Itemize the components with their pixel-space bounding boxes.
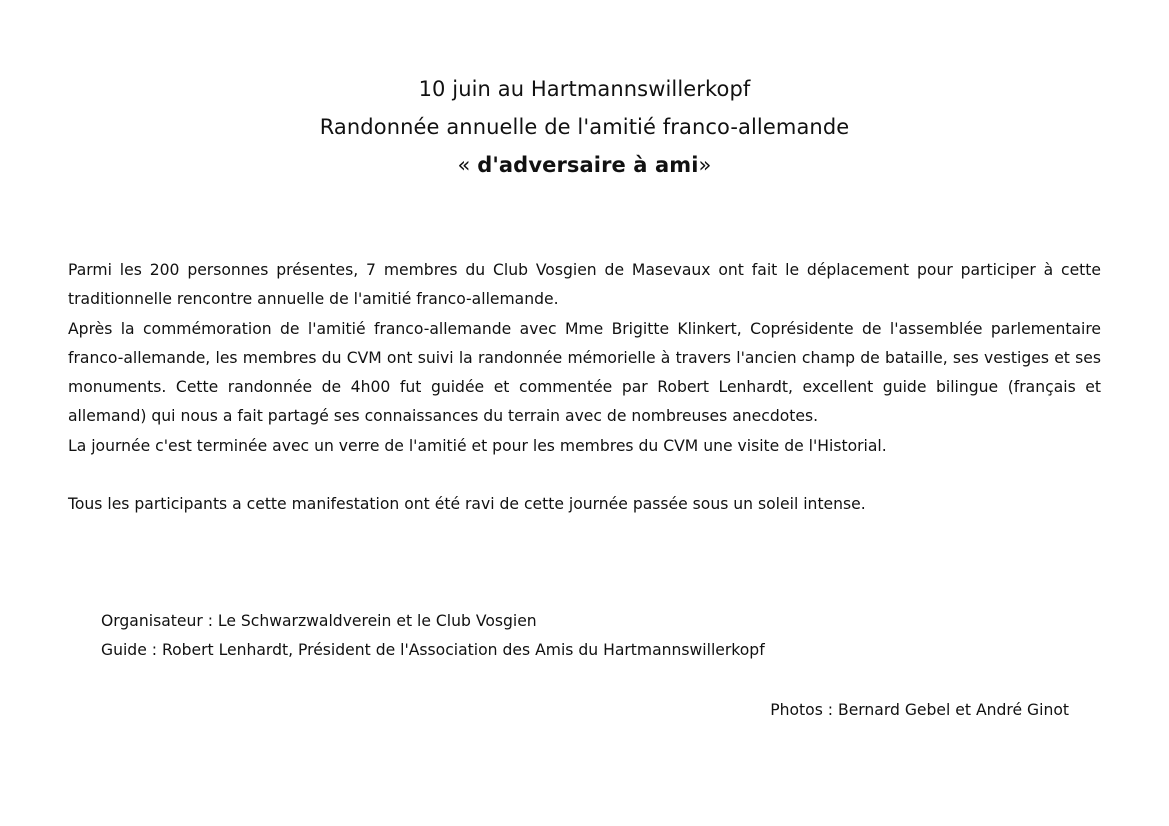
- motto-text: d'adversaire à ami: [477, 153, 699, 177]
- guide-credit: Guide : Robert Lenhardt, Président de l'Association des Amis du Hartmannswillerkopf: [101, 641, 765, 660]
- paragraph-participants: Parmi les 200 personnes présentes, 7 membres du Club Vosgien de Masevaux ont fait le déplacement pour participer à cette traditionnelle rencontre annuelle de l'amitié franco-allemande.: [68, 261, 1101, 309]
- credits-block: [101, 607, 765, 666]
- title-date-location: 10 juin au Hartmannswillerkopf: [418, 77, 751, 101]
- organizer-credit: Organisateur : Le Schwarzwaldverein et le Club Vosgien: [101, 612, 537, 630]
- title-event: Randonnée annuelle de l'amitié franco-allemande: [319, 115, 850, 139]
- paragraph-participants-satisfaction: Tous les participants a cette manifestation ont été ravi de cette journée passée sous un soleil intense.: [68, 495, 866, 514]
- paragraph-spacer: [68, 461, 1101, 490]
- title-block: [0, 70, 1169, 184]
- paragraph-conclusion: La journée c'est terminée avec un verre de l'amitié et pour les membres du CVM une visite de l'Historial.: [68, 436, 887, 455]
- motto-open-quote: «: [457, 153, 478, 177]
- paragraph-commemoration: Après la commémoration de l'amitié franco-allemande avec Mme Brigitte Klinkert, Coprésidente de l'assemblée parlementaire franco-allemande, les membres du CVM ont suivi la randonnée mémorielle à travers l'ancien champ de bataille, ses vestiges et ses monuments. Cette randonnée de 4h00 fut guidée et commentée par Robert Lenhardt, excellent guide bilingue (français et allemand) qui nous a fait partagé ses connaissances du terrain avec de nombreuses anecdotes.: [68, 319, 1101, 426]
- article-body: [68, 256, 1101, 520]
- title-motto: [0, 146, 1169, 184]
- photo-credit: Photos : Bernard Gebel et André Ginot: [770, 701, 1069, 719]
- motto-close-quote: »: [698, 153, 712, 177]
